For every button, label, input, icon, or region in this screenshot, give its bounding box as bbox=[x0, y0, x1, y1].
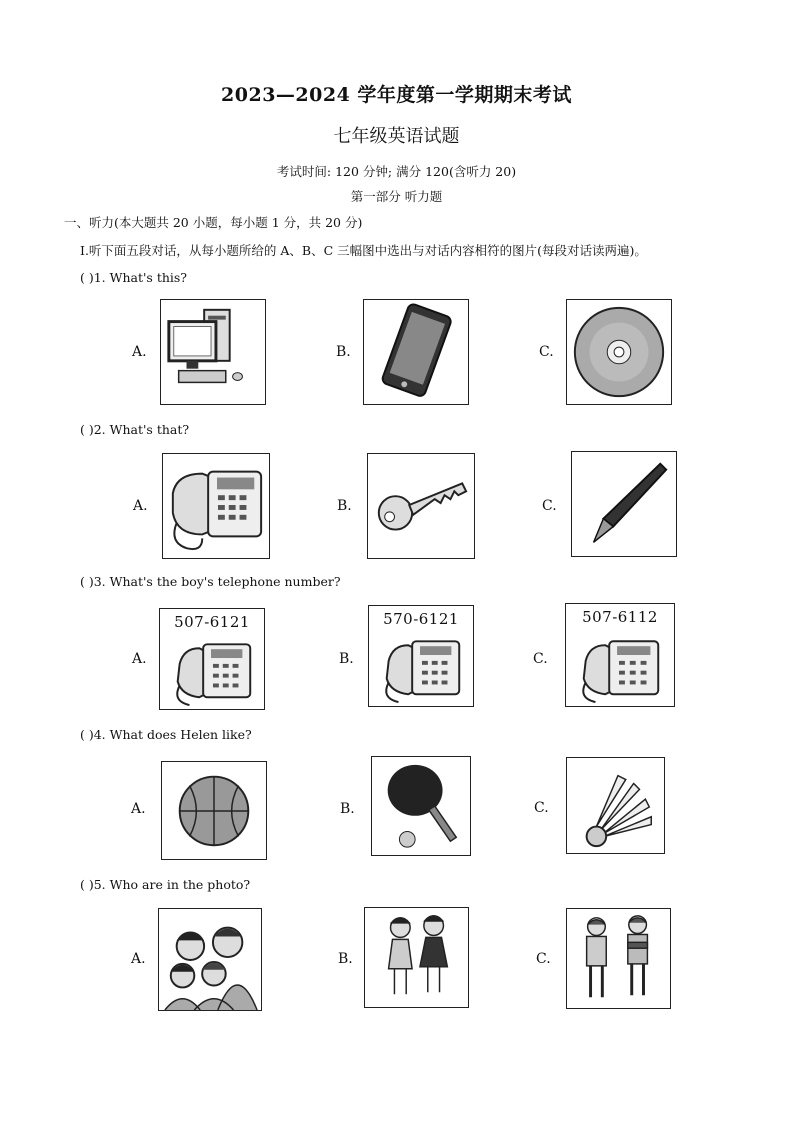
tablet-icon bbox=[363, 299, 469, 405]
question-1: ( )1. What's this? bbox=[80, 270, 188, 285]
phone-number-option-c bbox=[565, 603, 675, 707]
telephone-icon bbox=[162, 453, 270, 559]
q2-option-c-label: C. bbox=[542, 498, 557, 514]
phone-number-option-b bbox=[368, 605, 474, 707]
q5-option-c-label: C. bbox=[536, 951, 551, 967]
q4-option-b-label: B. bbox=[340, 801, 355, 817]
q4-option-c-label: C. bbox=[534, 800, 549, 816]
exam-title: 2023—2024 学年度第一学期期末考试 bbox=[221, 84, 572, 106]
phone-number-option-a bbox=[159, 608, 265, 710]
q3-option-c-label: C. bbox=[533, 651, 548, 667]
part-heading: 第一部分 听力题 bbox=[350, 189, 443, 204]
section-heading: 一、听力(本大题共 20 小题，每小题 1 分，共 20 分) bbox=[64, 215, 363, 230]
q2-option-b-label: B. bbox=[337, 498, 352, 514]
exam-subtitle: 七年级英语试题 bbox=[333, 126, 460, 147]
question-5: ( )5. Who are in the photo? bbox=[80, 877, 251, 892]
key-icon bbox=[367, 453, 475, 559]
basketball-icon bbox=[161, 761, 267, 860]
phone-number-c: 507-6112 bbox=[582, 608, 658, 626]
q1-option-c-label: C. bbox=[539, 344, 554, 360]
question-2: ( )2. What's that? bbox=[80, 422, 190, 437]
phone-number-b: 570-6121 bbox=[383, 610, 459, 628]
computer-icon bbox=[160, 299, 266, 405]
q4-option-a-label: A. bbox=[131, 801, 146, 817]
phone-number-a: 507-6121 bbox=[174, 613, 250, 631]
exam-meta: 考试时间: 120 分钟; 满分 120(含听力 20) bbox=[276, 164, 517, 179]
q5-option-b-label: B. bbox=[338, 951, 353, 967]
q5-option-a-label: A. bbox=[131, 951, 146, 967]
q3-option-a-label: A. bbox=[132, 651, 147, 667]
section-instruction: Ⅰ.听下面五段对话，从每小题所给的 A、B、C 三幅图中选出与对话内容相符的图片(每段对话读两遍)。 bbox=[80, 243, 647, 258]
ping-pong-icon bbox=[371, 756, 471, 856]
q3-option-b-label: B. bbox=[339, 651, 354, 667]
q1-option-b-label: B. bbox=[336, 344, 351, 360]
q1-option-a-label: A. bbox=[132, 344, 147, 360]
pen-icon bbox=[571, 451, 677, 557]
girls-icon bbox=[364, 907, 469, 1008]
cd-icon bbox=[566, 299, 672, 405]
question-4: ( )4. What does Helen like? bbox=[80, 727, 252, 742]
q2-option-a-label: A. bbox=[133, 498, 148, 514]
question-3: ( )3. What's the boy's telephone number? bbox=[80, 574, 341, 589]
boys-icon bbox=[566, 908, 671, 1009]
shuttlecock-icon bbox=[566, 757, 665, 854]
family-icon bbox=[158, 908, 262, 1011]
